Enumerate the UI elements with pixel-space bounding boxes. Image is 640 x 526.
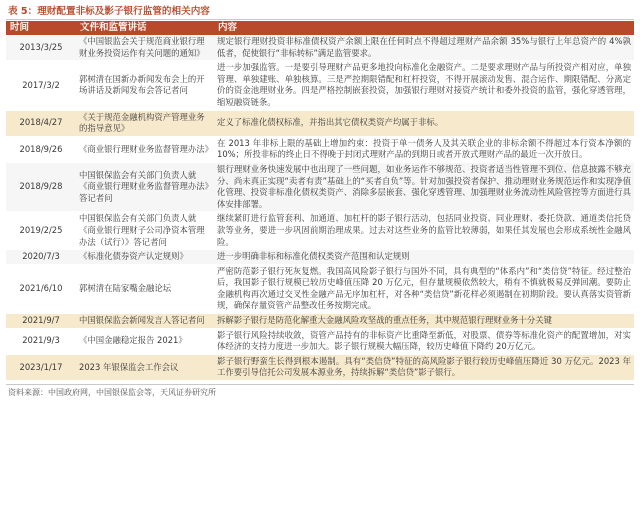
row-doc: 《商业银行理财业务监督管理办法》 bbox=[76, 136, 214, 162]
row-content: 规定银行理财投资非标准债权资产余额上限在任何时点不得超过理财产品余额 35%与银行上年总资产的 4%孰低者，促使银行“非标转标”满足监管要求。 bbox=[214, 35, 634, 61]
row-date: 2021/6/10 bbox=[6, 264, 76, 313]
row-date: 2018/9/28 bbox=[6, 162, 76, 211]
header-content: 内容 bbox=[214, 21, 634, 35]
row-date: 2013/3/25 bbox=[6, 35, 76, 61]
source-note: 资料来源：中国政府网，中国银保监会等，天风证券研究所 bbox=[6, 384, 634, 398]
row-content: 进一步加强监管。一是要引导理财产品更多地投向标准化金融资产。二是要求理财产品与所投资产相对应，单独管理、单独建账、单独核算。三是严控期限错配和杠杆投资，不得开展滚动发售、混合运作、期限错配、分离定价的资金池理财业务。四是严格控制嵌套投资，加强银行理财对接资产统计和委外投资的监管，强化穿透管理，缩短融资链条。 bbox=[214, 61, 634, 110]
row-date: 2021/9/7 bbox=[6, 314, 76, 329]
row-content: 拆解影子银行是防范化解重大金融风险攻坚战的重点任务，其中规范银行理财业务十分关键 bbox=[214, 314, 634, 329]
table-row bbox=[6, 314, 634, 329]
row-date: 2023/1/17 bbox=[6, 354, 76, 380]
row-doc: 中国银保监会新闻发言人答记者问 bbox=[76, 314, 214, 329]
row-doc: 《中国金融稳定报告 2021》 bbox=[76, 328, 214, 354]
row-content: 严密防范影子银行死灰复燃。我国高风险影子银行与国外不同，具有典型的“体系内”和“类信贷”特征。经过整治后，我国影子银行规模已较历史峰值压降 20 万亿元，但存量规模依然较大，稍有不慎就极易反弹回潮。要防止金融机构再次通过交叉性金融产品无序加杠杆，对各种“类信贷”新花样必须遏制在初期阶段。要认真落实资管新规，确保存量资管产品整改任务按期完成。 bbox=[214, 264, 634, 313]
row-content: 继续紧盯进行监管套利、加通道、加杠杆的影子银行活动，包括同业投资、同业理财、委托贷款、通道类信托贷款等业务，要进一步巩固前期治理成果。过去对这些业务的监管比较薄弱，如果任其发展也会形成系统性金融风险。 bbox=[214, 212, 634, 250]
table-caption: 表 5：理财配置非标及影子银行监管的相关内容 bbox=[6, 4, 634, 20]
row-doc: 《标准化债券资产认定规则》 bbox=[76, 250, 214, 265]
row-date: 2021/9/3 bbox=[6, 328, 76, 354]
table-row bbox=[6, 110, 634, 136]
row-date: 2018/4/27 bbox=[6, 110, 76, 136]
table-header-row bbox=[6, 21, 634, 35]
table-row bbox=[6, 35, 634, 61]
row-date: 2018/9/26 bbox=[6, 136, 76, 162]
row-doc: 中国银保监会有关部门负责人就《商业银行理财子公司净资本管理办法（试行）》答记者问 bbox=[76, 212, 214, 250]
row-content: 在 2013 年非标上限的基础上增加约束：投资于单一债务人及其关联企业的非标余额不得超过本行资本净额的 10%；所投非标的终止日不得晚于封闭式理财产品的到期日或者开放式理财产品的最近一次开放日。 bbox=[214, 136, 634, 162]
table-body bbox=[6, 35, 634, 381]
row-doc: 《中国银监会关于规范商业银行理财业务投资运作有关问题的通知》 bbox=[76, 35, 214, 61]
table-row bbox=[6, 264, 634, 313]
row-date: 2019/2/25 bbox=[6, 212, 76, 250]
row-content: 银行理财业务快速发展中也出现了一些问题，如业务运作不够规范、投资者适当性管理不到位、信息披露不够充分、尚未真正实现“卖者有责”基础上的“买者自负”等。针对加强投资者保护、推动理财业务规范运作和实现净值化管理、投资非标准化债权类资产、消除多层嵌套、强化穿透管理、加强理财业务流动性风险管控等方面进行具体安排部署。 bbox=[214, 162, 634, 211]
header-time: 时间 bbox=[6, 21, 76, 35]
table-row bbox=[6, 354, 634, 380]
table-row bbox=[6, 328, 634, 354]
row-doc: 郭树清在陆家嘴金融论坛 bbox=[76, 264, 214, 313]
table-row bbox=[6, 61, 634, 110]
row-doc: 2023 年银保监会工作会议 bbox=[76, 354, 214, 380]
table-row bbox=[6, 250, 634, 265]
row-date: 2020/7/3 bbox=[6, 250, 76, 265]
row-doc: 郭树清在国新办新闻发布会上的开场讲话及新闻发布会答记者问 bbox=[76, 61, 214, 110]
table-row bbox=[6, 212, 634, 250]
row-date: 2017/3/2 bbox=[6, 61, 76, 110]
row-content: 影子银行风险持续收敛，资管产品持有的非标资产比重降至新低，对股票、债券等标准化资产的配置增加，对实体经济的支持力度进一步加大。影子银行规模大幅压降，较历史峰值下降约 20万亿元。 bbox=[214, 328, 634, 354]
header-doc: 文件和监管讲话 bbox=[76, 21, 214, 35]
row-content: 定义了标准化债权标准，并指出其它债权类资产均属于非标。 bbox=[214, 110, 634, 136]
table-row bbox=[6, 162, 634, 211]
row-doc: 中国银保监会有关部门负责人就《商业银行理财业务监督管理办法》答记者问 bbox=[76, 162, 214, 211]
row-doc: 《关于规范金融机构资产管理业务的指导意见》 bbox=[76, 110, 214, 136]
regulation-table bbox=[6, 21, 634, 381]
table-row bbox=[6, 136, 634, 162]
row-content: 进一步明确非标和标准化债权类资产范围和认定规则 bbox=[214, 250, 634, 265]
row-content: 影子银行野蛮生长得到根本遏制。具有“类信贷”特征的高风险影子银行较历史峰值压降近 30 万亿元。2023 年工作要引导信托公司发展本源业务，持续拆解“类信贷”影子银行。 bbox=[214, 354, 634, 380]
